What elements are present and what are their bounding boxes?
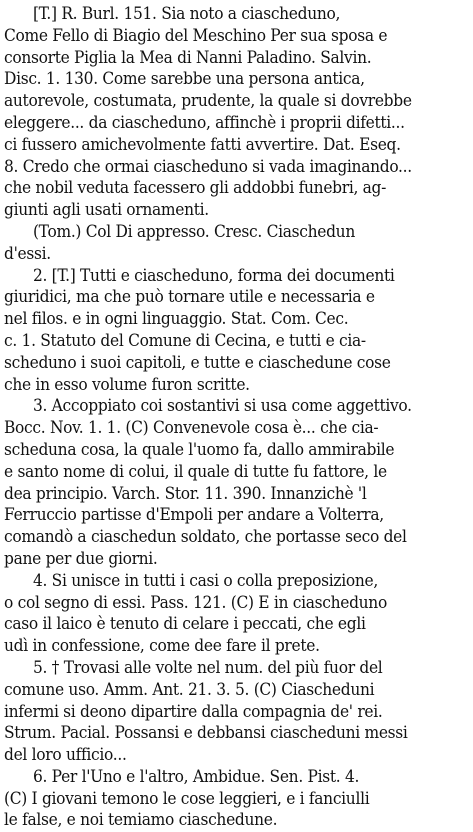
text-line: pane per due giorni.	[4, 548, 158, 569]
text-line: Strum. Pacial. Possansi e debbansi ciascheduni messi	[4, 723, 408, 744]
text-line: 3. Accoppiato coi sostantivi si usa come aggettivo.	[32, 396, 412, 417]
text-line: 5. † Trovasi alle volte nel num. del più fuor del	[32, 657, 383, 678]
text-line: scheduna cosa, la quale l'uomo fa, dallo ammirabile	[4, 439, 395, 460]
text-line: Come Fello di Biagio del Meschino Per sua sposa e	[4, 25, 388, 46]
text-line: consorte Piglia la Mea di Nanni Paladino. Salvin.	[4, 47, 372, 68]
text-line: autorevole, costumata, prudente, la quale si dovrebbe	[4, 91, 412, 112]
dictionary-entry	[4, 4, 469, 832]
text-line: scheduno i suoi capitoli, e tutte e ciaschedune cose	[4, 352, 391, 373]
text-line: (Tom.) Col Di appresso. Cresc. Ciaschedun	[32, 221, 355, 242]
text-line: caso il laico è tenuto di celare i peccati, che egli	[4, 614, 366, 635]
text-line: nel filos. e in ogni linguaggio. Stat. Com. Cec.	[4, 309, 349, 330]
text-line: 6. Per l'Uno e l'altro, Ambidue. Sen. Pist. 4.	[32, 766, 360, 787]
text-line: 2. [T.] Tutti e ciascheduno, forma dei documenti	[32, 265, 395, 286]
text-line: [T.] R. Burl. 151. Sia noto a ciascheduno,	[32, 4, 341, 24]
text-line: comandò a ciaschedun soldato, che portasse seco del	[4, 527, 407, 548]
text-line: Disc. 1. 130. Come sarebbe una persona antica,	[4, 69, 365, 90]
text-line: comune uso. Amm. Ant. 21. 3. 5. (C) Ciascheduni	[4, 679, 375, 700]
text-line: d'essi.	[4, 243, 51, 264]
text-line: c. 1. Statuto del Comune di Cecina, e tutti e cia-	[4, 330, 366, 351]
text-line: udì in confessione, come dee fare il prete.	[4, 636, 320, 657]
text-line: infermi si deono dipartire dalla compagnia de' rei.	[4, 701, 383, 722]
text-line: 4. Si unisce in tutti i casi o colla preposizione,	[32, 570, 378, 591]
text-line: Ferruccio partisse d'Empoli per andare a Volterra,	[4, 505, 384, 526]
text-line: dea principio. Varch. Stor. 11. 390. Innanzichè 'l	[4, 483, 367, 504]
text-line: che in esso volume furon scritte.	[4, 374, 250, 395]
text-line: o col segno di essi. Pass. 121. (C) E in ciascheduno	[4, 592, 387, 613]
text-line: Bocc. Nov. 1. 1. (C) Convenevole cosa è... che cia-	[4, 418, 379, 439]
text-line: 8. Credo che ormai ciascheduno si vada imaginando...	[4, 156, 412, 177]
text-line: eleggere... da ciascheduno, affinchè i proprii difetti...	[4, 112, 405, 133]
text-line: ci fussero amichevolmente fatti avvertire. Dat. Eseq.	[4, 134, 401, 155]
text-line: giuridici, ma che può tornare utile e necessaria e	[4, 287, 375, 308]
text-line: del loro ufficio...	[4, 745, 127, 766]
text-line: le false, e noi temiamo ciaschedune.	[4, 810, 278, 831]
text-line: (C) I giovani temono le cose leggieri, e i fanciulli	[4, 788, 370, 809]
text-line: e santo nome di colui, il quale di tutte fu fattore, le	[4, 461, 387, 482]
text-line: che nobil veduta facessero gli addobbi funebri, ag-	[4, 178, 387, 199]
text-line: giunti agli usati ornamenti.	[4, 200, 209, 221]
